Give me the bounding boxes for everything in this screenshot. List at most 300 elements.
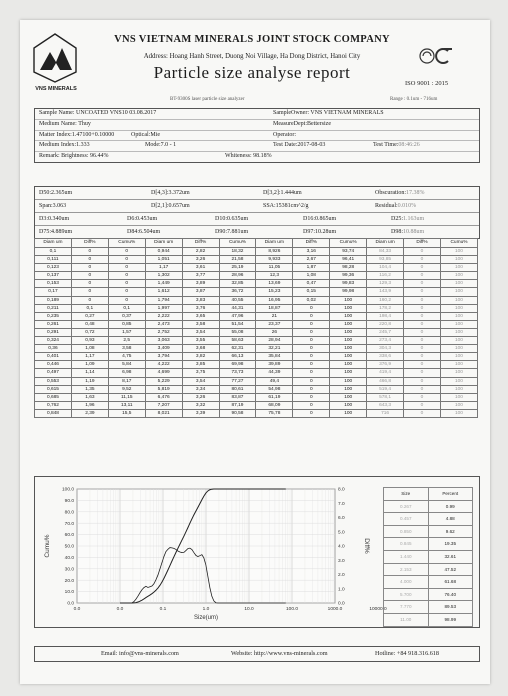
table-cell: 0 [404,345,441,353]
table-cell: 0 [404,328,441,336]
percentile-row [384,513,473,526]
d50-value: D50:2.365um [39,190,73,196]
table-cell: 100 [330,385,367,393]
table-row [35,328,478,336]
table-cell: 3,89 [182,280,219,288]
table-cell: 28,94 [256,337,293,345]
table-cell: 0,261 [35,320,72,328]
table-cell: 32,21 [256,345,293,353]
span-value: Span:3.063 [39,203,67,209]
table-cell: 0,72 [71,328,108,336]
percentile-size: 0.457 [384,513,429,526]
percentile-row [384,563,473,576]
iso-standard: ISO 9001 : 2015 [405,80,449,87]
table-cell: 21 [256,312,293,320]
table-cell: 68,09 [256,401,293,409]
table-cell: 3,77 [182,272,219,280]
table-cell: 519,4 [367,385,404,393]
percentile-column-header: Size [384,488,429,501]
table-cell: 160,2 [367,296,404,304]
table-cell: 3,32 [182,401,219,409]
table-cell: 99,98 [330,288,367,296]
table-cell: 0,1 [35,248,72,256]
table-cell: 15,23 [256,288,293,296]
table-cell: 1,17 [71,353,108,361]
table-cell: 100 [330,296,367,304]
footer-email: Email: info@vns-minerals.com [101,650,179,657]
table-cell: 0 [71,288,108,296]
medium-name: Medium Name: Thuy [39,120,91,127]
table-cell: 1,612 [145,288,182,296]
d98 [391,226,424,238]
obscuration-label: Obscuration: [375,190,406,196]
test-date: Test Date:2017-08-03 [273,142,326,149]
table-cell: 100 [330,401,367,409]
table-cell: 0 [293,409,330,417]
table-cell: 3,75 [182,369,219,377]
column-header: Diam um [367,239,404,248]
table-cell: 0,291 [35,328,72,336]
table-cell: 23,37 [256,320,293,328]
logo-caption: VNS MINERALS [35,86,77,92]
table-cell: 100 [440,345,477,353]
table-cell: 0 [404,385,441,393]
percentile-table [383,487,473,627]
info-row [35,141,479,152]
table-cell: 3,16 [293,248,330,256]
table-cell: 0,48 [71,320,108,328]
column-header: Cumu% [108,239,145,248]
table-cell: 100 [330,312,367,320]
table-cell: 61,19 [256,393,293,401]
info-row [35,152,479,162]
residual-value: 0.010% [397,203,417,209]
table-cell: 3,409 [145,345,182,353]
table-cell: 9,52 [108,385,145,393]
table-cell: 100 [440,337,477,345]
table-cell: 3,65 [182,312,219,320]
table-cell: 466,8 [367,377,404,385]
table-cell: 2,473 [145,320,182,328]
table-cell: 0,615 [35,385,72,393]
table-cell: 3,26 [182,256,219,264]
table-cell: 7,207 [145,401,182,409]
table-cell: 2,752 [145,328,182,336]
column-header: Diam um [256,239,293,248]
table-cell: 69,98 [219,361,256,369]
y-tick-left: 50.0 [64,544,74,550]
table-cell: 9,933 [256,256,293,264]
d98-value: 10.88um [403,229,425,235]
table-cell: 0,153 [35,280,72,288]
sample-owner: SampleOwner: VNS VIETNAM MINERALS [273,110,384,116]
table-cell: 100 [330,304,367,312]
table-cell: 6,98 [108,369,145,377]
table-cell: 2,5 [108,337,145,345]
table-cell: 0,02 [293,296,330,304]
table-cell: 100 [330,393,367,401]
table-cell: 0 [404,320,441,328]
company-name: VNS VIETNAM MINERALS JOINT STOCK COMPANY [114,34,390,45]
d43-value: D[4,3]:3.372um [151,190,190,196]
table-cell: 100 [330,361,367,369]
table-cell: 6,476 [145,393,182,401]
table-cell: 5,819 [145,385,182,393]
table-cell: 3,54 [182,377,219,385]
table-row [35,377,478,385]
table-cell: 35,84 [256,353,293,361]
table-cell: 4,699 [145,369,182,377]
table-cell: 0 [293,369,330,377]
table-cell: 0 [404,401,441,409]
table-cell: 100 [330,320,367,328]
table-cell: 0 [71,264,108,272]
table-cell: 1,051 [145,256,182,264]
table-cell: 0 [108,280,145,288]
table-cell: 15,5 [108,409,145,417]
table-cell: 49,4 [256,377,293,385]
table-cell: 0 [293,361,330,369]
table-cell: 0,235 [35,312,72,320]
table-cell: 100 [440,409,477,417]
table-cell: 11,05 [256,264,293,272]
table-row [35,320,478,328]
measure-dept: MeasureDept:Bettersize [273,120,331,127]
table-cell: 1,302 [145,272,182,280]
table-cell: 0 [293,312,330,320]
x-tick-label: 0.0 [116,607,124,612]
percentile-header-row [384,488,473,501]
x-tick-label: 10.0 [244,607,254,612]
d97-value: D97:10.28um [303,229,337,235]
info-row [35,131,479,142]
d25-label: D25: [391,216,403,222]
table-cell: 96,41 [330,256,367,264]
y-tick-left: 60.0 [64,533,74,539]
percentile-size: 0.845 [384,538,429,551]
table-cell: 100 [330,337,367,345]
d10-value: D10:0.635um [215,216,249,222]
table-cell: 0 [293,377,330,385]
y-tick-right: 4.0 [338,544,345,550]
table-cell: 100 [440,304,477,312]
table-cell: 100 [440,312,477,320]
table-cell: 36,72 [219,288,256,296]
x-axis-label: Size(um) [193,615,219,621]
table-cell: 93,74 [330,248,367,256]
table-cell: 198,4 [367,312,404,320]
percentile-percent: 98.99 [428,613,473,626]
table-cell: 73,73 [219,369,256,377]
column-header: Diff% [182,239,219,248]
table-cell: 0 [404,304,441,312]
table-cell: 1,08 [71,345,108,353]
table-cell: 100 [440,280,477,288]
percentile-size: 5.700 [384,588,429,601]
table-row [35,304,478,312]
table-cell: 0 [404,288,441,296]
table-cell: 100 [330,377,367,385]
table-cell: 0 [404,248,441,256]
table-cell: 100 [330,345,367,353]
percentile-size: 1.440 [384,550,429,563]
percentile-size: 4.000 [384,576,429,589]
certification-mark-icon [418,46,454,66]
table-cell: 0,15 [293,288,330,296]
report-title: Particle size analyse report [153,63,351,82]
table-cell: 21,58 [219,256,256,264]
table-cell: 98,28 [330,264,367,272]
table-cell: 0,47 [293,280,330,288]
y-tick-left: 30.0 [64,567,74,573]
y-tick-left: 70.0 [64,521,74,527]
table-cell: 44,39 [256,369,293,377]
d3-value: D3:0.340um [39,216,70,222]
table-cell: 0 [71,256,108,264]
table-cell: 1,57 [108,328,145,336]
table-cell: 0 [108,264,145,272]
y-axis-label-left: Cumu% [44,534,51,558]
table-cell: 18,32 [219,248,256,256]
company-logo [32,32,78,84]
y-tick-left: 100.0 [61,487,74,493]
column-header: Diff% [293,239,330,248]
table-row [35,385,478,393]
test-time [373,141,420,151]
table-cell: 100 [330,369,367,377]
d90-value: D90:7.881um [215,229,249,235]
percentile-row [384,613,473,626]
table-cell: 0,762 [35,401,72,409]
table-cell: 100 [440,320,477,328]
table-cell: 28,96 [219,272,256,280]
table-cell: 1,19 [71,377,108,385]
table-cell: 116,2 [367,272,404,280]
table-cell: 83,87 [219,393,256,401]
y-tick-right: 3.0 [338,558,345,564]
table-cell: 220,8 [367,320,404,328]
table-cell: 3,83 [182,296,219,304]
percentile-size: 0.850 [384,525,429,538]
table-cell: 1,794 [145,296,182,304]
table-cell: 84,33 [367,248,404,256]
table-cell: 0 [404,312,441,320]
table-cell: 26 [256,328,293,336]
distribution-row [35,187,479,200]
particle-size-table [34,238,478,418]
table-cell: 419,4 [367,369,404,377]
distribution-row [35,226,479,238]
footer-website: Website: http://www.vns-minerals.com [231,650,328,657]
table-cell: 0,137 [35,272,72,280]
table-cell: 11,15 [108,393,145,401]
y-tick-left: 20.0 [64,578,74,584]
table-cell: 8,17 [108,377,145,385]
d98-label: D98: [391,229,403,235]
table-cell: 66,13 [219,353,256,361]
table-cell: 100 [440,353,477,361]
percentile-size: 7.770 [384,601,429,614]
y-tick-right: 6.0 [338,516,345,522]
table-cell: 13,11 [108,401,145,409]
table-cell: 13,69 [256,280,293,288]
table-cell: 54,98 [256,385,293,393]
table-cell: 55,08 [219,328,256,336]
x-tick-label: 10000.0 [369,607,387,612]
percentile-percent: 47.52 [428,563,473,576]
table-cell: 3,82 [182,353,219,361]
table-cell: 0,553 [35,377,72,385]
table-cell: 39,89 [256,361,293,369]
table-cell: 1,09 [71,361,108,369]
table-row [35,288,478,296]
table-cell: 245,7 [367,328,404,336]
table-cell: 716 [367,409,404,417]
table-cell: 100 [440,256,477,264]
table-cell: 0 [293,401,330,409]
table-cell: 0,111 [35,256,72,264]
table-cell: 104,4 [367,264,404,272]
table-cell: 100 [440,264,477,272]
distribution-box [34,186,480,239]
table-cell: 2,67 [293,256,330,264]
table-cell: 1,96 [71,401,108,409]
table-cell: 0 [404,264,441,272]
table-cell: 100 [440,328,477,336]
table-cell: 77,27 [219,377,256,385]
table-row [35,401,478,409]
percentile-percent: 4.88 [428,513,473,526]
column-header: Cumu% [219,239,256,248]
table-cell: 2,222 [145,312,182,320]
obscuration-value: 17.38% [406,190,425,196]
d21-value: D[2,1]:0.657um [151,203,190,209]
table-cell: 8,021 [145,409,182,417]
table-cell: 100 [440,248,477,256]
distribution-row [35,200,479,213]
table-row [35,337,478,345]
table-cell: 3,55 [182,337,219,345]
table-row [35,353,478,361]
residual [375,200,416,212]
table-cell: 0 [293,320,330,328]
table-cell: 0 [404,256,441,264]
company-address: Address: Hoang Hanh Street, Duong Noi Village, Ha Dong District, Hanoi City [143,53,361,60]
table-cell: 99,83 [330,280,367,288]
analyzer-name: BT-9300S laser particle size analyzer [170,97,245,102]
table-cell: 0 [404,272,441,280]
table-cell: 47,96 [219,312,256,320]
table-cell: 2,39 [71,409,108,417]
table-cell: 4,75 [108,353,145,361]
percentile-percent: 76.40 [428,588,473,601]
table-cell: 0 [71,248,108,256]
table-cell: 3,85 [182,361,219,369]
table-cell: 3,61 [182,264,219,272]
table-cell: 0 [71,280,108,288]
table-cell: 100 [440,288,477,296]
d6-value: D6:0.453um [127,216,158,222]
table-cell: 0,17 [35,288,72,296]
table-cell: 0,446 [35,361,72,369]
table-cell: 0,685 [35,393,72,401]
x-tick-label: 0.1 [159,607,167,612]
table-row [35,264,478,272]
table-cell: 0,85 [108,320,145,328]
table-cell: 75,78 [256,409,293,417]
table-cell: 100 [440,385,477,393]
table-cell: 62,31 [219,345,256,353]
table-cell: 3,87 [182,288,219,296]
table-row [35,393,478,401]
percentile-percent: 9.62 [428,525,473,538]
sample-name: Sample Name: UNCOATED VNS10 03.08.2017 [39,110,157,116]
column-header: Cumu% [330,239,367,248]
table-body [35,248,478,418]
table-cell: 100 [330,353,367,361]
percentile-row [384,500,473,513]
report-page [20,20,490,684]
percentile-row [384,588,473,601]
table-cell: 0 [71,272,108,280]
table-cell: 87,19 [219,401,256,409]
table-cell: 376,9 [367,361,404,369]
table-cell: 129,3 [367,280,404,288]
percentile-row [384,601,473,614]
table-cell: 4,222 [145,361,182,369]
table-cell: 44,31 [219,304,256,312]
table-cell: 3,68 [182,345,219,353]
y-tick-left: 10.0 [64,590,74,596]
y-tick-right: 0.0 [338,601,345,607]
table-cell: 0 [293,304,330,312]
table-cell: 0,27 [71,312,108,320]
percentile-percent: 32.61 [428,550,473,563]
table-cell: 0 [404,369,441,377]
x-tick-label: 1000.0 [327,607,343,612]
percentile-percent: 89.53 [428,601,473,614]
table-row [35,272,478,280]
table-row [35,409,478,417]
table-row [35,280,478,288]
matter-index: Matter Index:1.47100+0.10000 [39,131,115,138]
table-cell: 143,9 [367,288,404,296]
table-cell: 3,794 [145,353,182,361]
report-footer [34,646,480,662]
y-tick-right: 2.0 [338,573,345,579]
x-tick-label: 0.0 [73,607,81,612]
table-cell: 90,58 [219,409,256,417]
table-cell: 2,82 [182,248,219,256]
medium-index: Medium Index:1.333 [39,142,90,149]
table-row [35,256,478,264]
table-cell: 0,37 [108,312,145,320]
percentile-body [384,500,473,626]
info-row [35,120,479,131]
table-cell: 1,14 [71,369,108,377]
table-cell: 40,55 [219,296,256,304]
table-cell: 0,36 [35,345,72,353]
table-cell: 0 [293,328,330,336]
table-cell: 0 [293,385,330,393]
x-tick-label: 1.0 [202,607,210,612]
table-cell: 0 [108,256,145,264]
table-cell: 0,189 [35,296,72,304]
table-cell: 100 [330,409,367,417]
table-row [35,345,478,353]
table-cell: 0,401 [35,353,72,361]
table-cell: 1,63 [71,393,108,401]
